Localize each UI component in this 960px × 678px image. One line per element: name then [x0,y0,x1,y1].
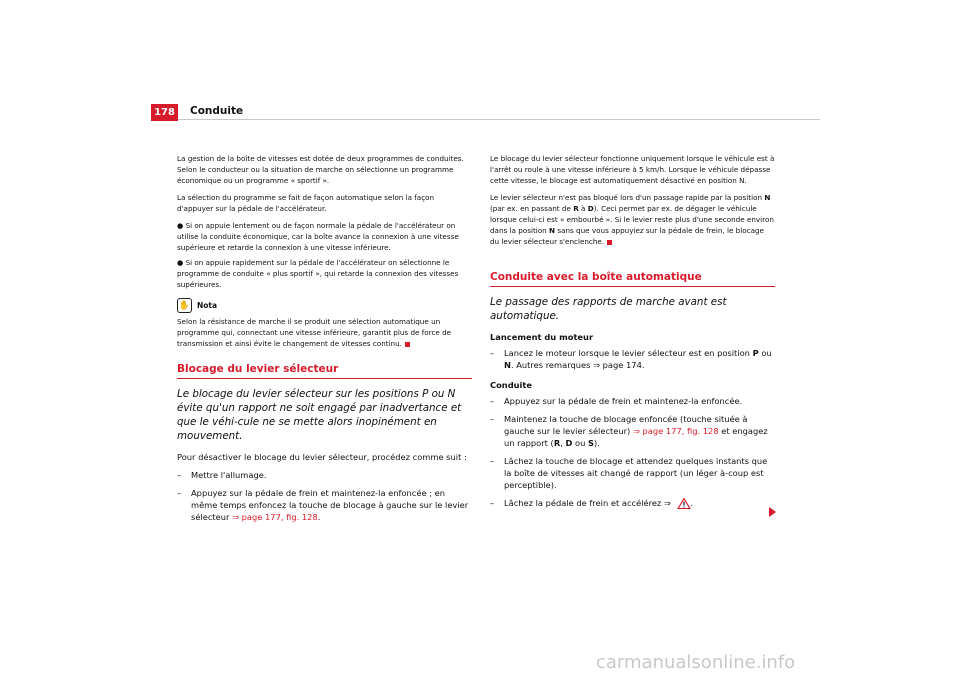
paragraph: Le levier sélecteur n'est pas bloqué lors d'un passage rapide par la position N (par ex. en passant de R à D). Ceci permet par ex. de dégager le véhicule lorsque celui-ci est « embourbé ». Si le levier reste plus d'une seconde environ dans la position N sans que vous appuyiez sur la pédale de frein, le blocage du levier sélecteur s'enclenche. [490,193,774,246]
section-title: Blocage du levier sélecteur [177,363,472,379]
section-end-marker [607,240,612,245]
paragraph: La gestion de la boîte de vitesses est dotée de deux programmes de conduites. Selon le conducteur ou la situation de marche on sélectionne un programme économique ou un programme « sportif ». [177,154,464,185]
subheading: Lancement du moteur [490,332,594,342]
right-column [490,153,775,515]
paragraph: La sélection du programme se fait de façon automatique selon la façon d'appuyer sur la pédale de l'accélérateur. [177,193,435,213]
bullet-item: ● Si on appuie rapidement sur la pédale de l'accélérateur on sélectionne le programme de conduite « plus sportif », qui retarde la connexion des vitesses supérieures. [177,258,459,289]
subheading: Conduite [490,380,532,390]
watermark: carmanualsonline.info [596,652,796,673]
page-reference-link[interactable]: ⇒ page 177, fig. 128 [632,426,719,436]
list-item: – Appuyez sur la pédale de frein et maintenez-la enfoncée. [490,395,775,407]
section-intro: Le passage des rapports de marche avant est automatique. [490,296,727,322]
list-item: – Maintenez la touche de blocage enfoncée (touche située à gauche sur le levier sélecteur) ⇒ page 177, fig. 128 et engagez un rapport (R, D ou S). [490,413,775,449]
nota-icon: ✋ [177,298,192,313]
nota-text: Selon la résistance de marche il se produit une sélection automatique un programme qui, connectant une vitesse inférieure, garantit plus de force de transmission et ainsi évite le changement de vitesses continu. [177,317,452,348]
page-reference-link[interactable]: ⇒ page 177, fig. 128 [232,512,318,522]
list-item: – Appuyez sur la pédale de frein et maintenez-la enfoncée ; en même temps enfoncez la touche de blocage à gauche sur le levier sélecteur ⇒ page 177, fig. 128. [177,487,472,523]
list-item: – Lancez le moteur lorsque le levier sélecteur est en position P ou N. Autres remarques ⇒ page 174. [490,347,775,371]
nota-label: Nota [197,301,218,310]
list-item: – Mettre l'allumage. [177,469,472,481]
page-title: Conduite [190,105,244,117]
header-divider [178,119,820,120]
section-intro: Le blocage du levier sélecteur sur les positions P ou N évite qu'un rapport ne soit engagé par inadvertance et que le véhi-cule ne se mette alors inopinément en mouvement. [177,388,462,442]
warning-triangle-icon [677,498,691,509]
left-column [177,153,472,529]
page-number: 178 [151,104,178,121]
section-end-marker [405,342,410,347]
paragraph: Le blocage du levier sélecteur fonctionne uniquement lorsque le véhicule est à l'arrêt ou roule à une vitesse inférieure à 5 km/h. Lorsque le véhicule dépasse cette vitesse, le blocage est automatiquement désactivé en position N. [490,154,775,185]
list-item: – Lâchez la pédale de frein et accélérez ⇒ . [490,497,775,509]
bullet-item: ● Si on appuie lentement ou de façon normale la pédale de l'accélérateur on utilise la conduite économique, car la boîte avance la connexion à une vitesse supérieure et retarde la connexion à une vitesse inférieure. [177,221,459,252]
nota-header [177,298,472,313]
next-page-arrow-icon[interactable] [769,507,776,517]
paragraph: Pour désactiver le blocage du levier sélecteur, procédez comme suit : [177,452,467,462]
section-title: Conduite avec la boîte automatique [490,271,775,287]
list-item: – Lâchez la touche de blocage et attendez quelques instants que la boîte de vitesses ait changé de rapport (un léger à-coup est perceptible). [490,455,775,491]
